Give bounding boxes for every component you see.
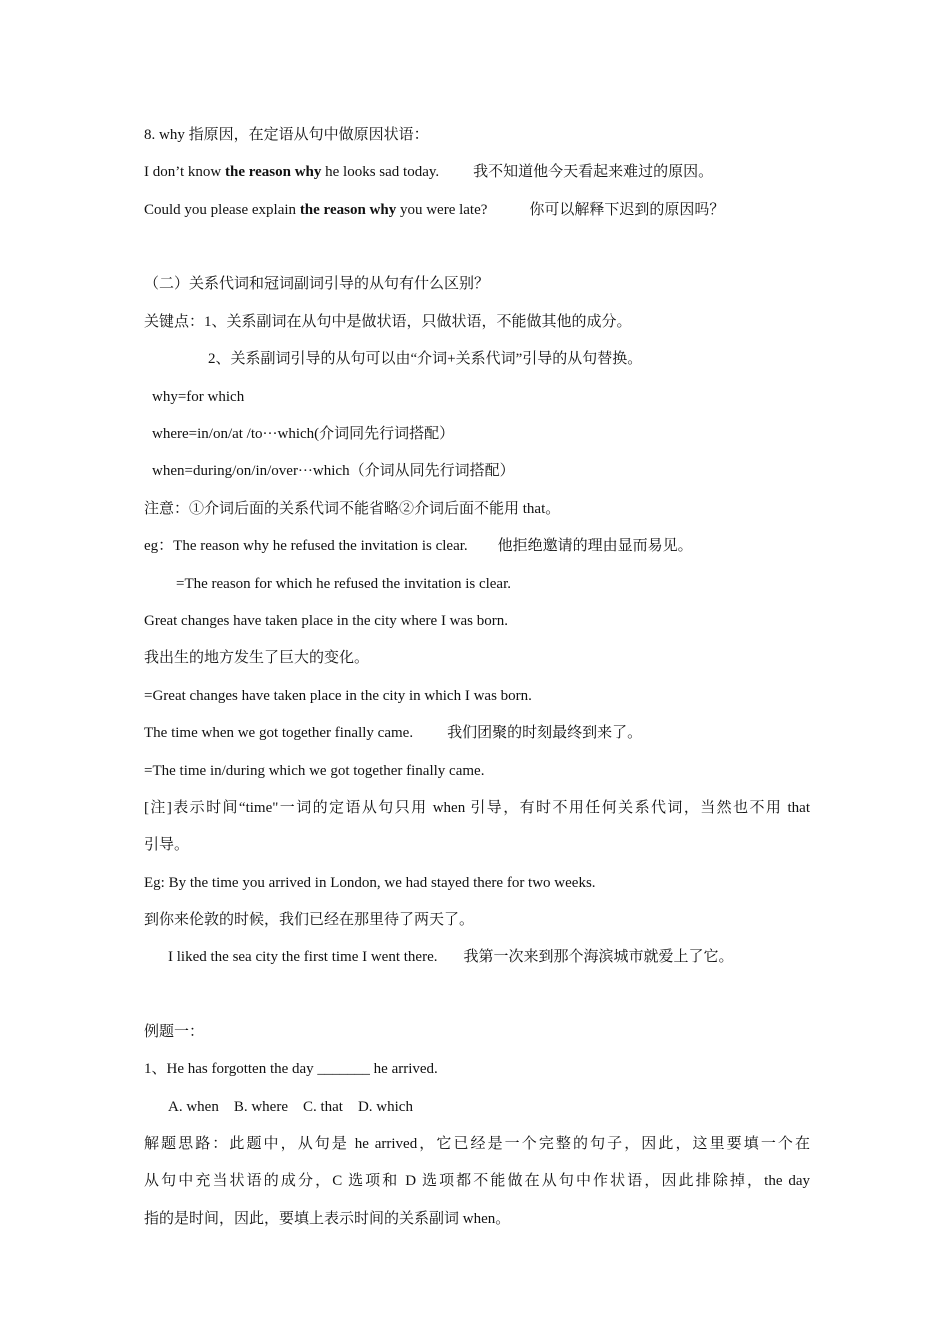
example-sentence-1: I don’t know the reason why he looks sad today. 我不知道他今天看起来难过的原因。	[144, 164, 714, 180]
example-title: 例题一：	[144, 1024, 205, 1040]
eg-1-translation: 他拒绝邀请的理由显而易见。	[497, 538, 693, 554]
key-point-1: 关键点：1、关系副词在从句中是做状语，只做状语，不能做其他的成分。	[144, 314, 632, 330]
eg-sea-city-translation: 我第一次来到那个海滨城市就爱上了它。	[463, 949, 734, 965]
eg-time-translation: 我们团聚的时刻最终到来了。	[447, 725, 643, 741]
example-sentence-1-translation: 我不知道他今天看起来难过的原因。	[473, 164, 714, 180]
rule-why: why=for which	[152, 389, 245, 405]
eg-time: The time when we got together finally came. 我们团聚的时刻最终到来了。	[144, 725, 643, 741]
note-time-line-1: [注]表示时间“time"一词的定语从句只用 when 引导，有时不用任何关系代词，当然也不用 that	[144, 800, 810, 816]
note: 注意：①介词后面的关系代词不能省略②介词后面不能用 that。	[144, 501, 561, 517]
eg-london-translation: 到你来伦敦的时候，我们已经在那里待了两天了。	[144, 912, 475, 928]
eg-great-changes-translation: 我出生的地方发生了巨大的变化。	[144, 650, 370, 666]
eg-london: Eg: By the time you arrived in London, we had stayed there for two weeks.	[144, 875, 596, 891]
question-1: 1、He has forgotten the day _______ he arrived.	[144, 1061, 438, 1077]
eg-1-alternative: =The reason for which he refused the invitation is clear.	[176, 576, 512, 592]
section-heading: （二）关系代词和冠词副词引导的从句有什么区别？	[144, 276, 490, 292]
example-sentence-2: Could you please explain the reason why you were late? 你可以解释下迟到的原因吗？	[144, 202, 725, 218]
rule-when: when=during/on/in/over···which（介词从同先行词搭配）	[152, 463, 515, 479]
solution-line-2: 从句中充当状语的成分，C 选项和 D 选项都不能做在从句中作状语，因此排除掉，the day	[144, 1173, 810, 1189]
eg-great-changes-alternative: =Great changes have taken place in the city in which I was born.	[144, 688, 532, 704]
eg-sea-city: I liked the sea city the first time I went there. 我第一次来到那个海滨城市就爱上了它。	[168, 949, 734, 965]
eg-great-changes: Great changes have taken place in the city where I was born.	[144, 613, 509, 629]
question-1-options: A. when B. where C. that D. which	[168, 1099, 413, 1115]
note-time-line-2: 引导。	[144, 837, 190, 853]
solution-line-3: 指的是时间，因此，要填上表示时间的关系副词 when。	[144, 1211, 511, 1227]
eg-1: eg：The reason why he refused the invitation is clear. 他拒绝邀请的理由显而易见。	[144, 538, 693, 554]
point-8-heading: 8. why 指原因，在定语从句中做原因状语：	[144, 127, 429, 143]
example-sentence-2-translation: 你可以解释下迟到的原因吗？	[529, 202, 725, 218]
rule-where: where=in/on/at /to···which(介词同先行词搭配）	[152, 426, 455, 442]
key-point-2: 2、关系副词引导的从句可以由“介词+关系代词”引导的从句替换。	[208, 351, 643, 367]
solution-line-1: 解题思路：此题中，从句是 he arrived，它已经是一个完整的句子，因此，这里要填一个在	[144, 1136, 810, 1152]
eg-time-alternative: =The time in/during which we got together finally came.	[144, 763, 485, 779]
